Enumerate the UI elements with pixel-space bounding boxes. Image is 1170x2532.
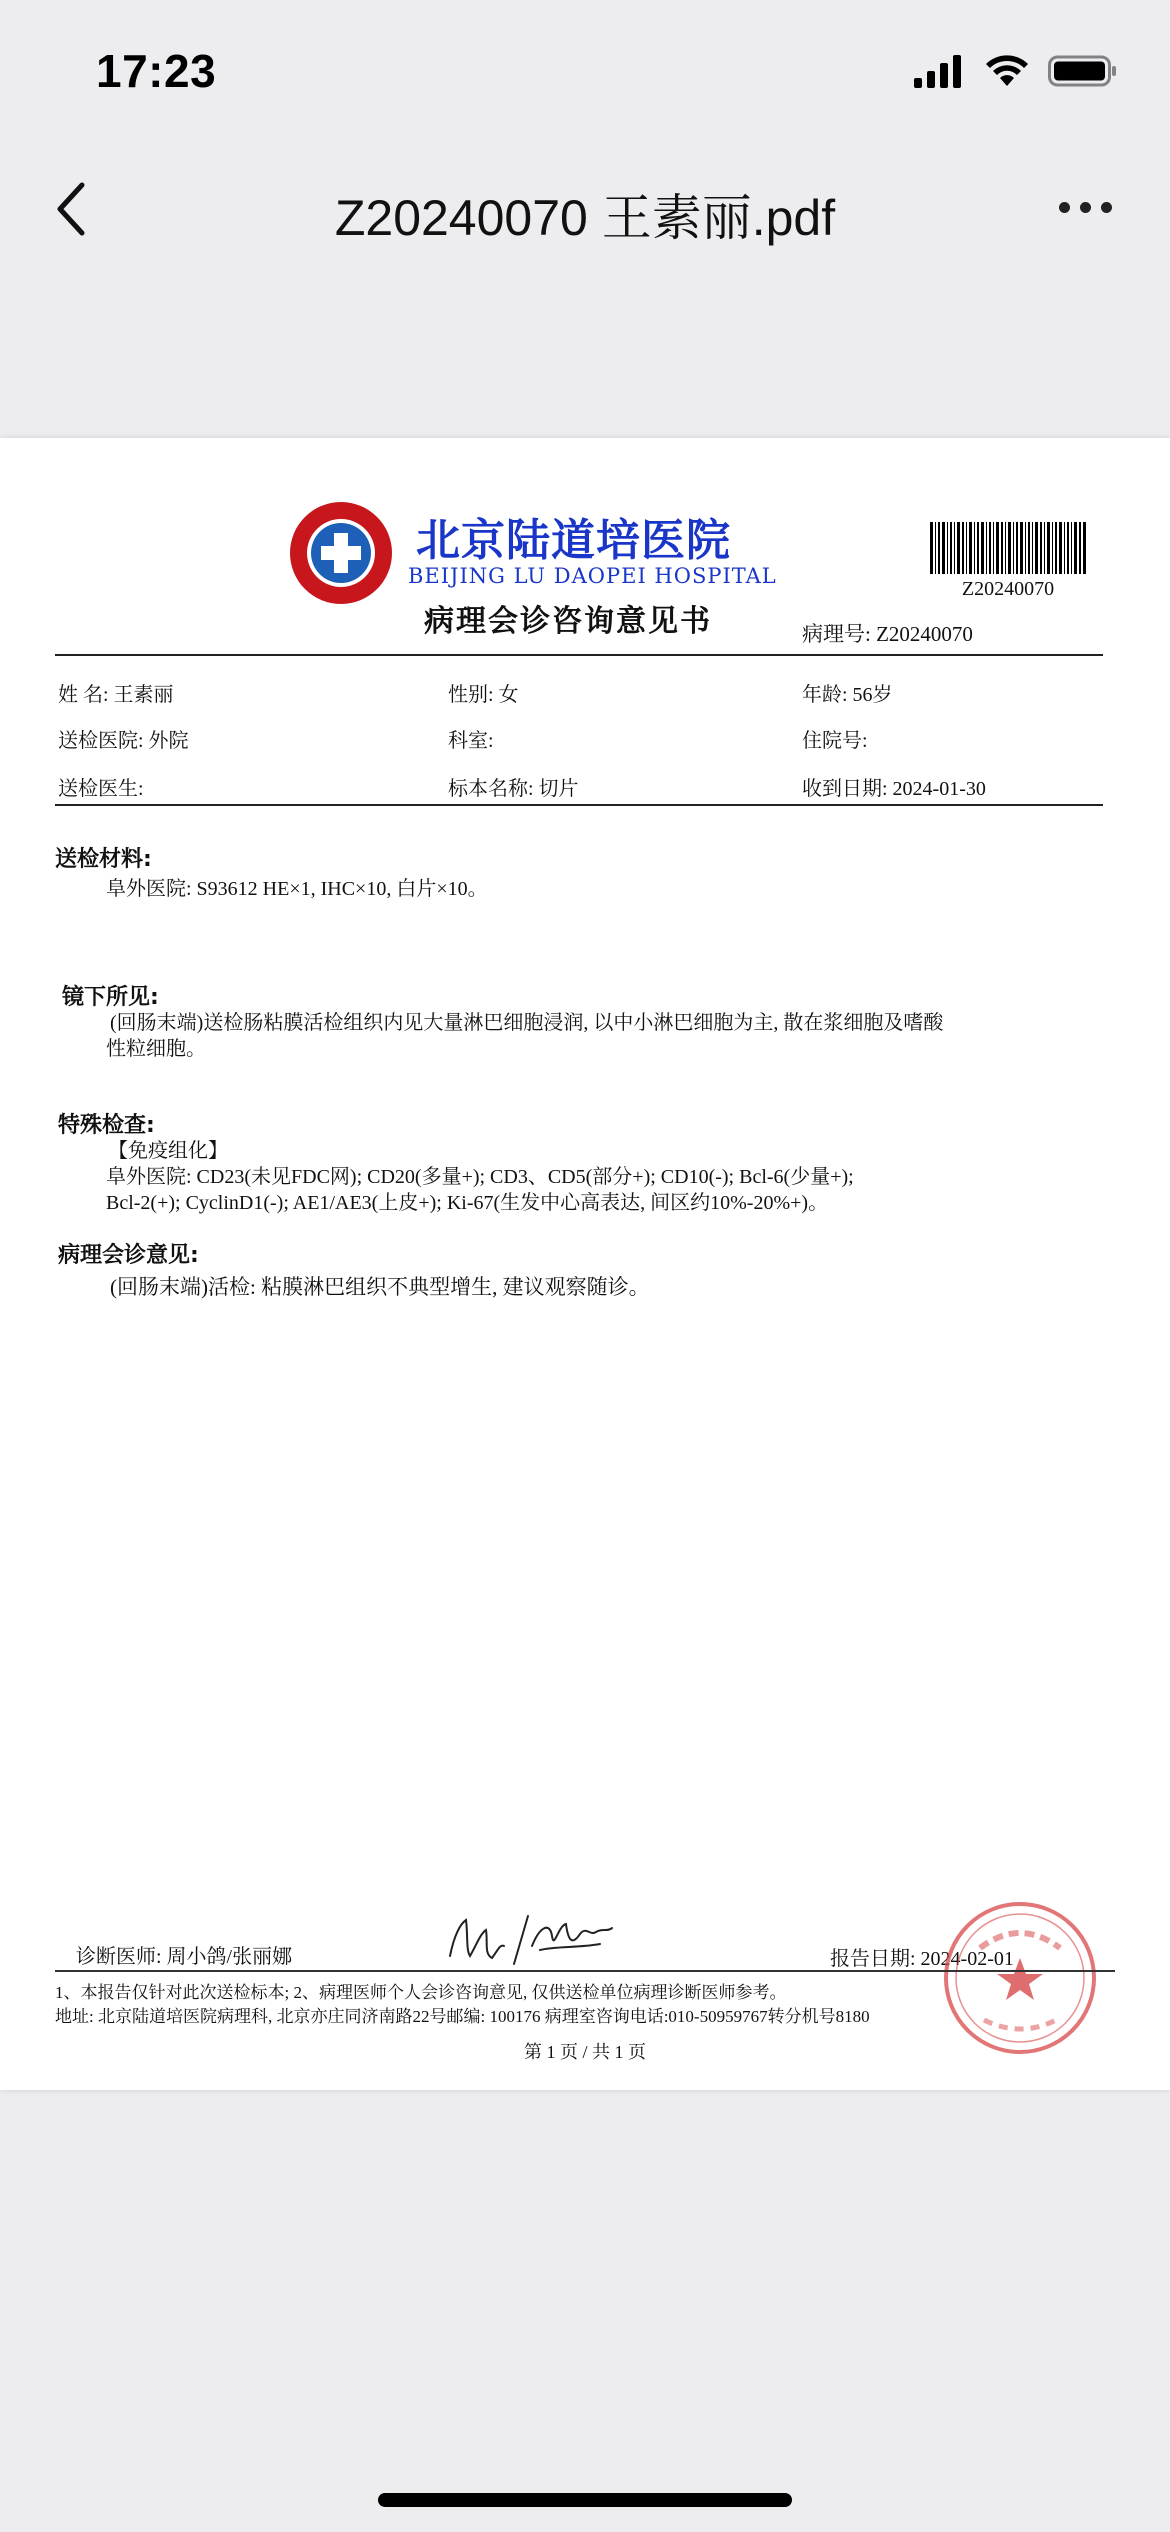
physician-signature (440, 1906, 620, 1976)
hospital-logo (290, 502, 392, 604)
cellular-signal-icon (914, 54, 966, 88)
page-number: 第 1 页 / 共 1 页 (523, 2042, 646, 2062)
field-doctor: 送检医生: (58, 778, 144, 800)
wifi-icon (984, 54, 1030, 88)
home-indicator[interactable] (378, 2493, 792, 2507)
ihc-subheading: 【免疫组化】 (108, 1140, 228, 1162)
hospital-name-chinese: 北京陆道培医院 (416, 515, 731, 566)
field-hospital: 送检医院: 外院 (58, 730, 189, 752)
report-date: 报告日期: 2024-02-01 (830, 1948, 1014, 1970)
pathology-number: 病理号: Z20240070 (802, 622, 973, 646)
field-inpatient-no: 住院号: (802, 730, 868, 752)
report-disclaimer: 1、本报告仅针对此次送检标本; 2、病理医师个人会诊咨询意见, 仅供送检单位病理诊断医师参考。 (55, 1983, 787, 2002)
field-specimen: 标本名称: 切片 (448, 778, 579, 800)
header-divider (55, 654, 1103, 656)
opinion-text: (回肠末端)活检: 粘膜淋巴组织不典型增生, 建议观察随诊。 (110, 1275, 650, 1299)
material-text: 阜外医院: S93612 HE×1, IHC×10, 白片×10。 (106, 878, 488, 900)
report-title: 病理会诊咨询意见书 (424, 604, 712, 639)
barcode (930, 522, 1086, 574)
ihc-line-2: Bcl-2(+); CyclinD1(-); AE1/AE3(上皮+); Ki-67(生发中心高表达, 间区约10%-20%+)。 (106, 1192, 829, 1214)
more-dot (1101, 202, 1112, 213)
hospital-seal-stamp (940, 1898, 1100, 2058)
microscopy-line-2: 性粒细胞。 (106, 1038, 206, 1060)
pdf-page[interactable] (0, 438, 1170, 2090)
ihc-line-1: 阜外医院: CD23(未见FDC网); CD20(多量+); CD3、CD5(部分+); CD10(-); Bcl-6(少量+); (106, 1166, 854, 1188)
material-heading: 送检材料: (55, 847, 152, 872)
navigation-bar (0, 170, 1170, 250)
opinion-heading: 病理会诊意见: (58, 1243, 199, 1268)
more-dot (1080, 202, 1091, 213)
document-title: Z20240070 王素丽.pdf (334, 190, 836, 246)
hospital-name-english: BEIJING LU DAOPEI HOSPITAL (408, 564, 777, 588)
hospital-address: 地址: 北京陆道培医院病理科, 北京亦庄同济南路22号邮编: 100176 病理室咨询电话:010-50959767转分机号8180 (55, 2007, 870, 2026)
status-time: 17:23 (96, 45, 217, 97)
physician: 诊断医师: 周小鸽/张丽娜 (76, 1946, 293, 1968)
microscopy-heading: 镜下所见: (62, 985, 159, 1010)
status-icons (914, 54, 1118, 88)
field-name: 姓 名: 王素丽 (58, 684, 174, 706)
fields-divider (55, 804, 1103, 806)
battery-icon (1048, 54, 1118, 88)
microscopy-line-1: (回肠末端)送检肠粘膜活检组织内见大量淋巴细胞浸润, 以中小淋巴细胞为主, 散在浆细胞及嗜酸 (110, 1012, 944, 1034)
field-age: 年龄: 56岁 (802, 684, 893, 706)
field-gender: 性别: 女 (448, 684, 519, 706)
barcode-number: Z20240070 (961, 578, 1055, 600)
field-received-date: 收到日期: 2024-01-30 (802, 778, 986, 800)
field-department: 科室: (448, 730, 494, 752)
special-exam-heading: 特殊检查: (58, 1113, 155, 1138)
footer-divider (55, 1970, 1115, 1972)
more-options-button[interactable] (1050, 182, 1120, 232)
more-dot (1059, 202, 1070, 213)
